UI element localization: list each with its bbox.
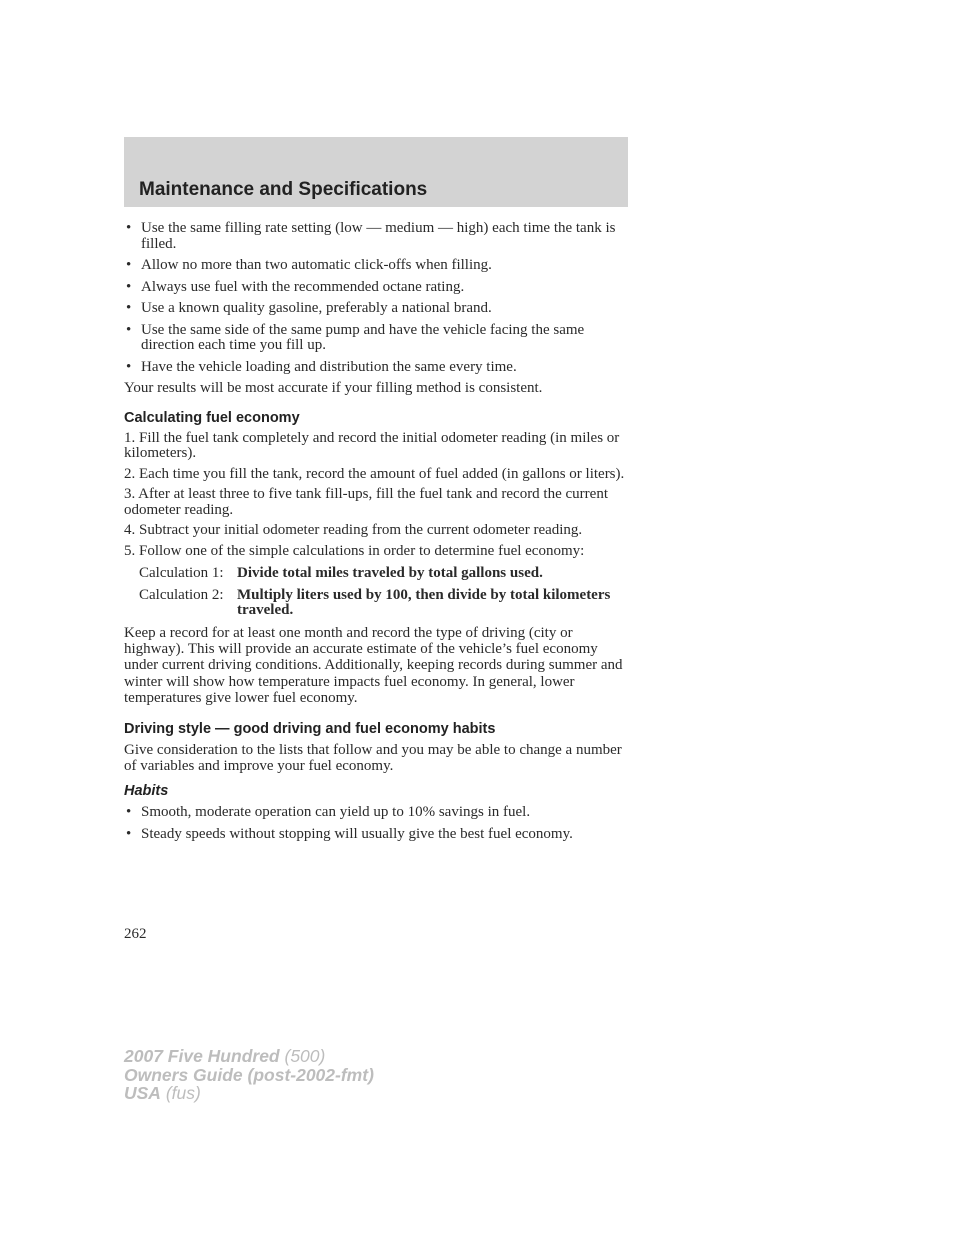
bullet-icon: •	[126, 220, 132, 236]
section-title: Maintenance and Specifications	[139, 179, 428, 200]
list-item-text: Steady speeds without stopping will usually give the best fuel economy.	[141, 826, 573, 843]
footer	[124, 1047, 374, 1103]
bullet-icon: •	[126, 300, 132, 316]
driving-intro-paragraph: Give consideration to the lists that follow and you may be able to change a number of variables and improve your fuel economy.	[124, 741, 622, 775]
calculation-1-label: Calculation 1:	[139, 565, 224, 581]
calculation-2	[124, 588, 630, 619]
bullet-icon: •	[126, 803, 132, 820]
footer-market-code: (fus)	[165, 1083, 201, 1103]
bullet-icon: •	[126, 358, 132, 375]
list-item	[124, 301, 630, 317]
bullet-icon: •	[126, 278, 132, 295]
step-paragraph: 4. Subtract your initial odometer reading from the current odometer reading.	[124, 522, 583, 538]
footer-market: USA	[124, 1083, 161, 1103]
step-paragraph: 5. Follow one of the simple calculations in order to determine fuel economy:	[124, 542, 585, 559]
list-item-text: Use the same filling rate setting (low — medium — high) each time the tank is filled.	[141, 220, 616, 252]
footer-model-code: (500)	[284, 1046, 326, 1066]
list-item	[124, 826, 630, 843]
list-item-text: Allow no more than two automatic click-offs when filling.	[141, 257, 492, 273]
list-item-text: Always use fuel with the recommended octane rating.	[141, 278, 465, 295]
step-paragraph: 3. After at least three to five tank fill-ups, fill the fuel tank and record the current odometer reading.	[124, 486, 608, 518]
bullet-icon: •	[126, 826, 132, 843]
calculation-2-value: Multiply liters used by 100, then divide by total kilometers traveled.	[237, 586, 611, 618]
footer-model: 2007 Five Hundred	[124, 1046, 280, 1066]
list-item-text: Have the vehicle loading and distribution the same every time.	[141, 358, 517, 375]
page-content	[124, 221, 630, 843]
list-item-text: Use the same side of the same pump and have the vehicle facing the same direction each time you fill up.	[141, 321, 585, 353]
habits-list	[124, 805, 630, 844]
list-item-text: Smooth, moderate operation can yield up to 10% savings in fuel.	[141, 803, 531, 820]
list-item	[124, 258, 630, 274]
list-item-text: Use a known quality gasoline, preferably a national brand.	[141, 300, 492, 316]
filling-tips-list	[124, 221, 630, 375]
driving-style-heading: Driving style — good driving and fuel economy habits	[124, 720, 496, 737]
footer-guide: Owners Guide (post-2002-fmt)	[124, 1064, 374, 1085]
list-item	[124, 360, 630, 376]
footer-line-2	[124, 1066, 374, 1085]
page-number: 262	[124, 926, 147, 942]
bullet-icon: •	[126, 321, 132, 338]
calculation-1-value: Divide total miles traveled by total gallons used.	[237, 565, 543, 581]
list-item	[124, 805, 630, 821]
section-header-band	[124, 137, 628, 207]
calculation-1	[124, 566, 630, 582]
step-paragraph: 2. Each time you fill the tank, record the amount of fuel added (in gallons or liters).	[124, 465, 625, 482]
list-item	[124, 323, 630, 354]
record-paragraph: Keep a record for at least one month and record the type of driving (city or highway). This will provide an accurate estimate of the vehicle’s fuel economy under current driving conditions. Additionally, keeping records during summer and winter will show how temperature impacts fuel economy. In general, lower temperatures give lower fuel economy.	[124, 624, 623, 707]
footer-line-1	[124, 1047, 374, 1066]
list-item	[124, 221, 630, 252]
footer-line-3	[124, 1084, 374, 1103]
calculating-heading: Calculating fuel economy	[124, 409, 300, 426]
habits-heading: Habits	[124, 782, 169, 799]
list-item	[124, 280, 630, 296]
calculation-2-label: Calculation 2:	[139, 586, 224, 603]
results-paragraph: Your results will be most accurate if your filling method is consistent.	[124, 380, 543, 396]
bullet-icon: •	[126, 257, 132, 273]
step-paragraph: 1. Fill the fuel tank completely and record the initial odometer reading (in miles or kilometers).	[124, 429, 620, 461]
